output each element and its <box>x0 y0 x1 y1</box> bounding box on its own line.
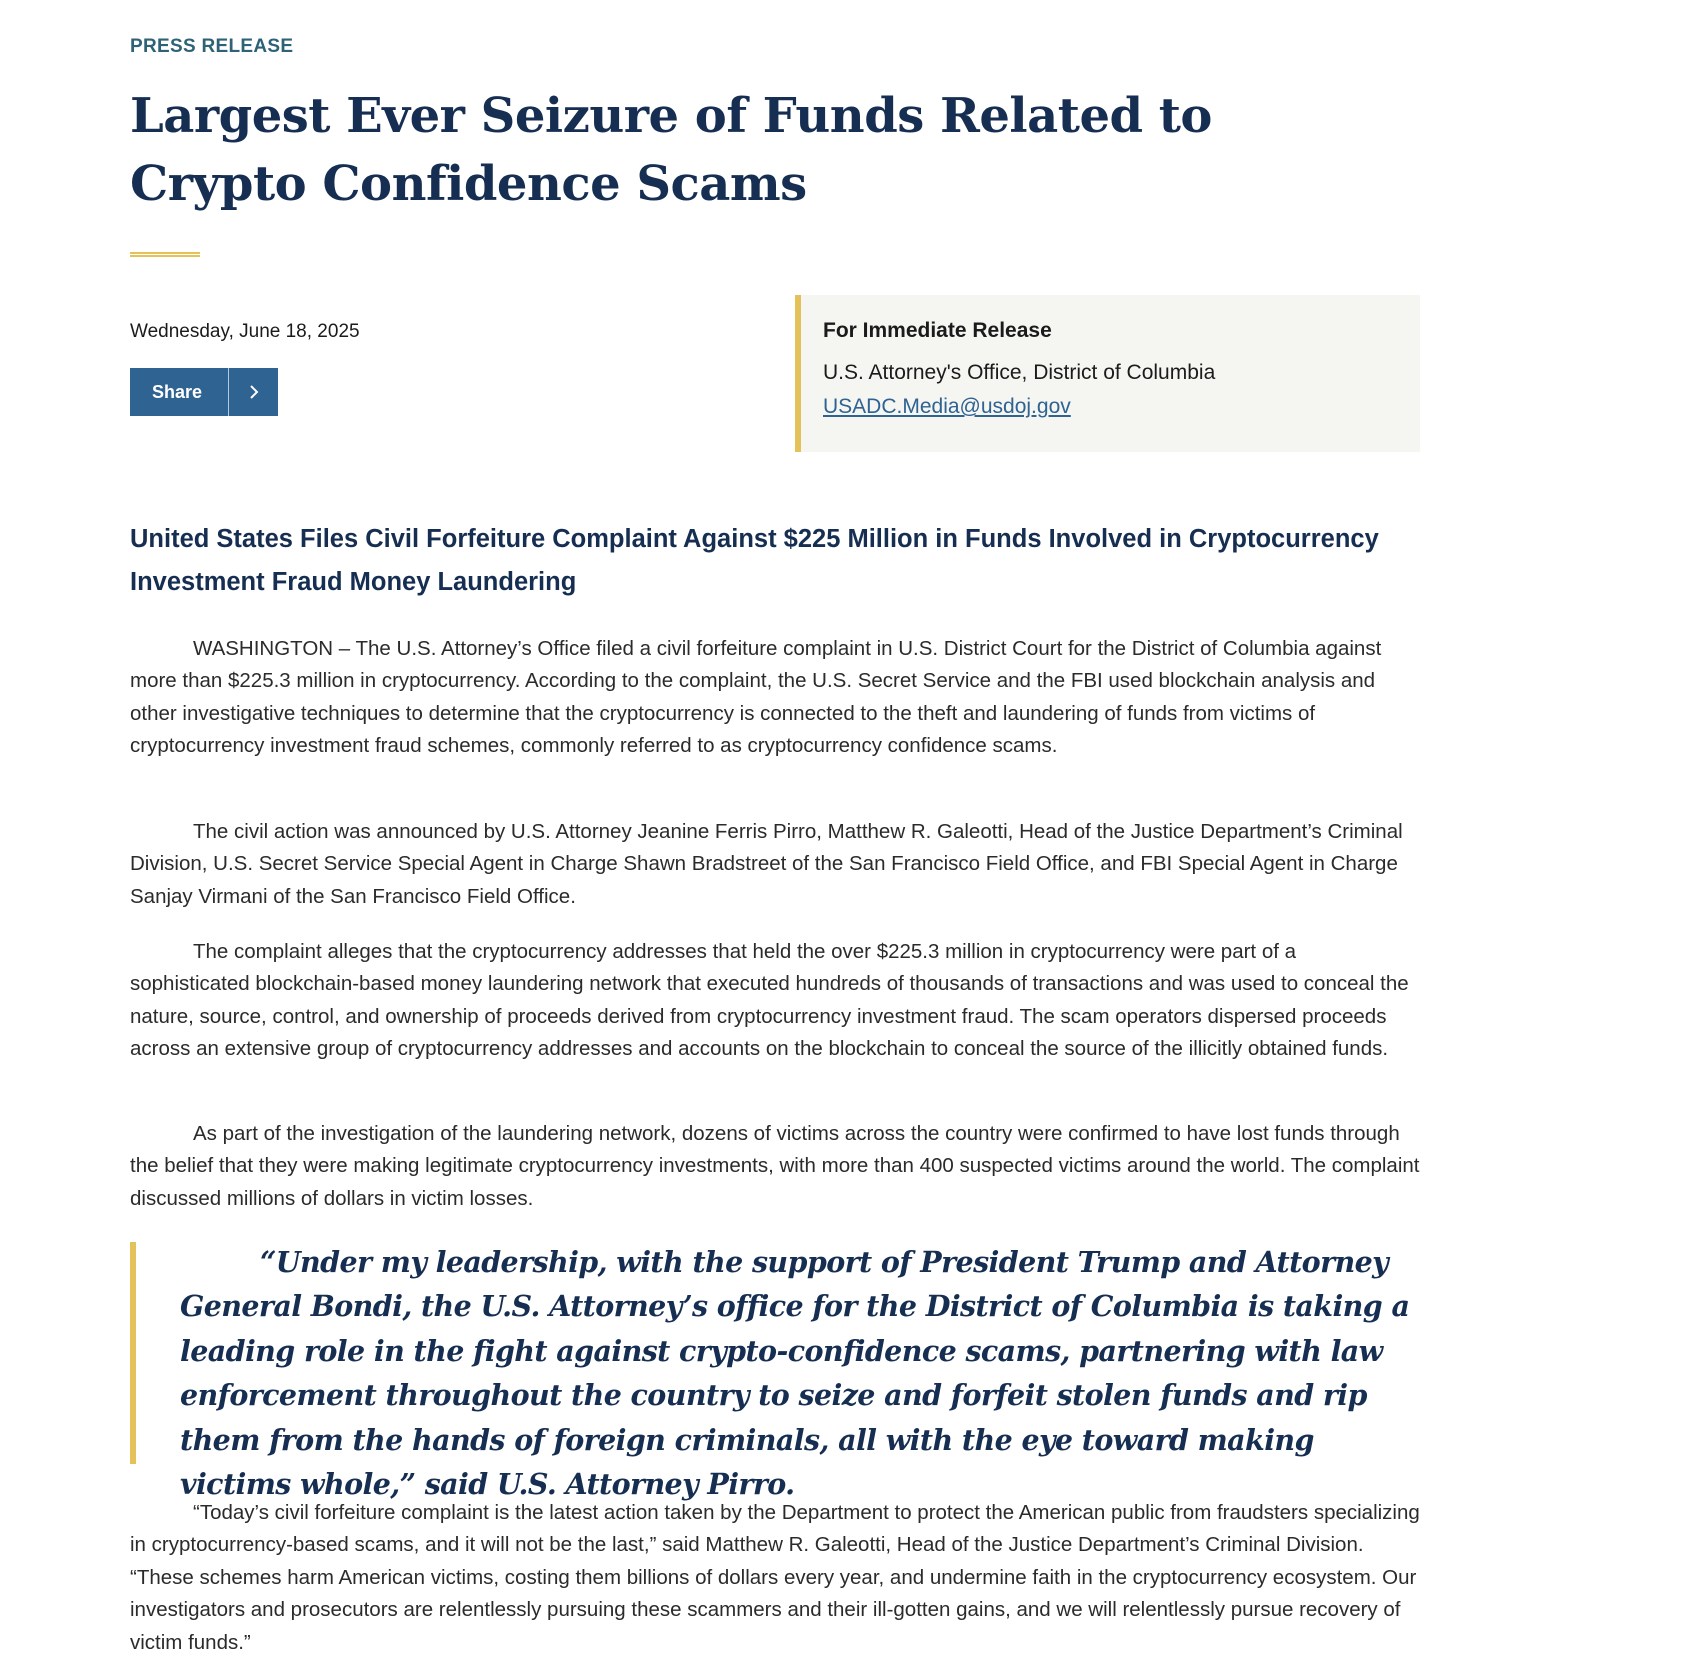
release-info-box <box>795 295 1420 452</box>
release-office: U.S. Attorney's Office, District of Columbia <box>823 361 1216 384</box>
body-paragraph: As part of the investigation of the laundering network, dozens of victims across the country were confirmed to have lost funds through the belief that they were making legitimate cryptocurrency investments, with more than 400 suspected victims around the world. The complaint discussed millions of dollars in victim losses. <box>130 1122 1420 1210</box>
media-email-link[interactable]: USADC.Media@usdoj.gov <box>823 395 1071 418</box>
pull-quote <box>130 1242 1420 1502</box>
share-button[interactable] <box>130 368 278 416</box>
pull-quote-text: “Under my leadership, with the support of President Trump and Attorney General Bondi, the U.S. Attorney’s office for the District of Columbia is taking a leading role in the fight against crypto-confidence scams, partnering with law enforcement throughout the country to seize and forfeit stolen funds and rip them from the hands of foreign criminals, all with the eye toward making victims whole,” said U.S. Attorney Pirro. <box>180 1245 1410 1502</box>
share-button-label: Share <box>152 381 203 402</box>
chevron-right-icon <box>229 384 278 400</box>
release-date: Wednesday, June 18, 2025 <box>130 321 360 342</box>
body-paragraph: The civil action was announced by U.S. Attorney Jeanine Ferris Pirro, Matthew R. Galeotti, Head of the Justice Department’s Criminal Division, U.S. Secret Service Special Agent in Charge Shawn Bradstreet of the San Francisco Field Office, and FBI Special Agent in Charge Sanjay Virmani of the San Francisco Field Office. <box>130 820 1403 908</box>
release-heading: For Immediate Release <box>823 319 1052 342</box>
article-subtitle: United States Files Civil Forfeiture Complaint Against $225 Million in Funds Involved in Cryptocurrency Investment Fraud Money Laundering <box>130 525 1379 596</box>
body-paragraph: “Today’s civil forfeiture complaint is the latest action taken by the Department to protect the American public from fraudsters specializing in cryptocurrency-based scams, and it will not be the last,” said Matthew R. Galeotti, Head of the Justice Department’s Criminal Division. “These schemes harm American victims, costing them billions of dollars every year, and undermine faith in the cryptocurrency ecosystem. Our investigators and prosecutors are relentlessly pursuing these scammers and their ill-gotten gains, and we will relentlessly pursue recovery of victim funds.” <box>130 1501 1420 1654</box>
body-paragraph: WASHINGTON – The U.S. Attorney’s Office filed a civil forfeiture complaint in U.S. District Court for the District of Columbia against more than $225.3 million in cryptocurrency. According to the complaint, the U.S. Secret Service and the FBI used blockchain analysis and other investigative techniques to determine that the cryptocurrency is connected to the theft and laundering of funds from victims of cryptocurrency investment fraud schemes, commonly referred to as cryptocurrency confidence scams. <box>130 637 1382 758</box>
title-divider <box>130 252 200 257</box>
press-release-eyebrow: PRESS RELEASE <box>130 36 294 57</box>
page-title: Largest Ever Seizure of Funds Related to Crypto Confidence Scams <box>130 88 1212 212</box>
body-paragraph: The complaint alleges that the cryptocurrency addresses that held the over $225.3 million in cryptocurrency were part of a sophisticated blockchain-based money laundering network that executed hundreds of thousands of transactions and was used to conceal the nature, source, control, and ownership of proceeds derived from cryptocurrency investment fraud. The scam operators dispersed proceeds across an extensive group of cryptocurrency addresses and accounts on the blockchain to conceal the source of the illicitly obtained funds. <box>130 940 1409 1061</box>
